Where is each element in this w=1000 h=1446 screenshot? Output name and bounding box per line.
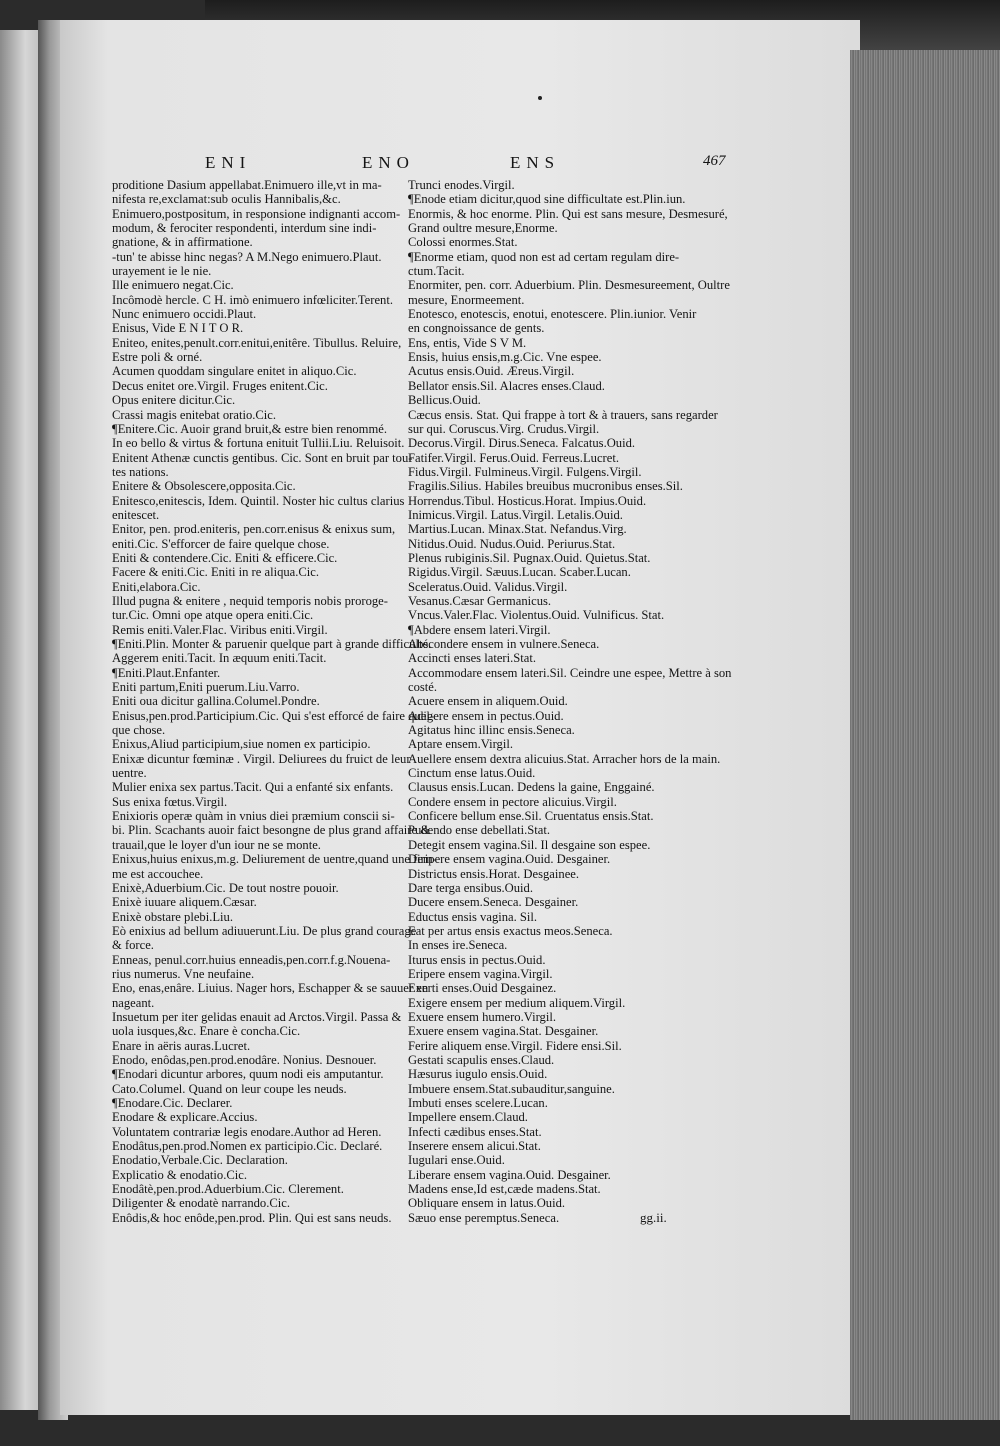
dictionary-line: Enitesco,enitescis, Idem. Quintil. Noster hic cultus clarius	[112, 493, 405, 508]
dictionary-line: trauail,que le loyer d'un iour ne se monte.	[112, 837, 321, 852]
dictionary-line: Enodo, enôdas,pen.prod.enodâre. Nonius. Desnouer.	[112, 1052, 377, 1067]
dictionary-line: Exerti enses.Ouid Desgainez.	[408, 981, 557, 996]
dictionary-line: Gestati scapulis enses.Claud.	[408, 1052, 555, 1067]
dictionary-line: Vncus.Valer.Flac. Violentus.Ouid. Vulnificus. Stat.	[408, 608, 665, 623]
right-column	[408, 178, 738, 1225]
dictionary-line: Ille enimuero negat.Cic.	[112, 278, 234, 293]
dictionary-line: Enotesco, enotescis, enotui, enotescere. Plin.iunior. Venir	[408, 307, 697, 322]
dictionary-line: Iugulari ense.Ouid.	[408, 1153, 505, 1168]
dictionary-line: Plenus rubiginis.Sil. Pugnax.Ouid. Quietus.Stat.	[408, 550, 651, 565]
dictionary-line: Diligenter & enodatè narrando.Cic.	[112, 1196, 290, 1211]
dictionary-line: Exigere ensem per medium aliquem.Virgil.	[408, 995, 626, 1010]
dictionary-line: Insuetum per iter gelidas enauit ad Arctos.Virgil. Passa &	[112, 1009, 402, 1024]
dictionary-line: Mulier enixa sex partus.Tacit. Qui a enfanté six enfants.	[112, 780, 394, 795]
dictionary-line: In eo bello & virtus & fortuna enituit Tullii.Liu. Reluisoit.	[112, 436, 405, 451]
dictionary-line: Adigere ensem in pectus.Ouid.	[408, 708, 564, 723]
dictionary-line: Enôdis,& hoc enôde,pen.prod. Plin. Qui est sans neuds.	[112, 1210, 392, 1225]
dictionary-line: Sceleratus.Ouid. Validus.Virgil.	[408, 579, 568, 594]
dictionary-line: eniti.Cic. S'efforcer de faire quelque chose.	[112, 536, 330, 551]
header-center-word: ENO	[362, 153, 415, 172]
dictionary-line: Nitidus.Ouid. Nudus.Ouid. Periurus.Stat.	[408, 536, 616, 551]
dictionary-line: Colossi enormes.Stat.	[408, 235, 518, 250]
dictionary-line: Acuere ensem in aliquem.Ouid.	[408, 694, 568, 709]
dictionary-line: Eniti oua dicitur gallina.Columel.Pondre.	[112, 694, 320, 709]
dictionary-line: Inserere ensem alicui.Stat.	[408, 1139, 541, 1154]
dictionary-line: me est accouchee.	[112, 866, 204, 881]
ink-speck	[538, 96, 542, 100]
dictionary-line: Enormiter, pen. corr. Aduerbium. Plin. Desmesureement, Oultre	[408, 278, 730, 293]
dictionary-line: Ens, entis, Vide S V M.	[408, 335, 527, 350]
dictionary-line: Enixè,Aduerbium.Cic. De tout nostre pouoir.	[112, 880, 339, 895]
dictionary-line: Inimicus.Virgil. Latus.Virgil. Letalis.Ouid.	[408, 507, 623, 522]
dictionary-line: Enixè obstare plebi.Liu.	[112, 909, 234, 924]
dictionary-line: Aptare ensem.Virgil.	[408, 737, 513, 752]
dictionary-line: Remis eniti.Valer.Flac. Viribus eniti.Virgil.	[112, 622, 328, 637]
dictionary-line: Enodatio,Verbale.Cic. Declaration.	[112, 1153, 288, 1168]
dictionary-line: Enixus,huius enixus,m.g. Deliurement de uentre,quand une fem-	[112, 852, 437, 867]
dictionary-line: nifesta re,exclamat:sub oculis Hannibalis,&c.	[112, 192, 341, 207]
dictionary-line: Imbuere ensem.Stat.subauditur,sanguine.	[408, 1081, 615, 1096]
dictionary-line: Obliquare ensem in latus.Ouid.	[408, 1196, 566, 1211]
dictionary-line: Enitor, pen. prod.eniteris, pen.corr.enisus & enixus sum,	[112, 522, 396, 537]
dictionary-line: Fatifer.Virgil. Ferus.Ouid. Ferreus.Lucret.	[408, 450, 619, 465]
dictionary-line: Bellator ensis.Sil. Alacres enses.Claud.	[408, 378, 605, 393]
dictionary-line: modum, & ferociter respondenti, interdum sine indi-	[112, 221, 377, 236]
dictionary-line: Impellere ensem.Claud.	[408, 1110, 528, 1125]
dictionary-line: Hæsurus iugulo ensis.Ouid.	[408, 1067, 548, 1082]
dictionary-line: Accommodare ensem lateri.Sil. Ceindre une espee, Mettre à son	[408, 665, 732, 680]
dictionary-line: Acutus ensis.Ouid. Æreus.Virgil.	[408, 364, 575, 379]
dictionary-line: Detegit ensem vagina.Sil. Il desgaine son espee.	[408, 837, 651, 852]
dictionary-line: Districtus ensis.Horat. Desgainee.	[408, 866, 580, 881]
dictionary-line: Cinctum ense latus.Ouid.	[408, 766, 536, 781]
dictionary-line: tur.Cic. Omni ope atque opera eniti.Cic.	[112, 608, 314, 623]
dictionary-line: Fragilis.Silius. Habiles breuibus mucronibus enses.Sil.	[408, 479, 683, 494]
dictionary-line: ¶Eniti.Plin. Monter & paruenir quelque part à grande difficulté.	[112, 637, 432, 651]
dictionary-line: Enormis, & hoc enorme. Plin. Qui est sans mesure, Desmesuré,	[408, 206, 728, 221]
dictionary-line: en congnoissance de gents.	[408, 321, 545, 336]
dictionary-line: Enodâtus,pen.prod.Nomen ex participio.Cic. Declaré.	[112, 1139, 383, 1154]
dictionary-line: Enitere & Obsolescere,opposita.Cic.	[112, 479, 296, 494]
dictionary-line: Exuere ensem vagina.Stat. Desgainer.	[408, 1024, 599, 1039]
dictionary-line: Eat per artus ensis exactus meos.Seneca.	[408, 923, 613, 938]
dictionary-line: Ducere ensem.Seneca. Desgainer.	[408, 895, 579, 910]
dictionary-line: Ensis, huius ensis,m.g.Cic. Vne espee.	[408, 350, 602, 365]
dictionary-line: uentre.	[112, 766, 147, 781]
dictionary-line: Eductus ensis vagina. Sil.	[408, 909, 538, 924]
dictionary-line: Bellicus.Ouid.	[408, 393, 481, 408]
dictionary-line: Trunci enodes.Virgil.	[408, 178, 515, 192]
dictionary-line: urayement ie le nie.	[112, 264, 212, 279]
dictionary-line: Conficere bellum ense.Sil. Cruentatus ensis.Stat.	[408, 809, 654, 824]
dictionary-line: Decus enitet ore.Virgil. Fruges enitent.Cic.	[112, 378, 328, 393]
dictionary-line: Auellere ensem dextra alicuius.Stat. Arracher hors de la main.	[408, 751, 721, 766]
dictionary-line: Diripere ensem vagina.Ouid. Desgainer.	[408, 852, 611, 867]
dictionary-line: Enixè iuuare aliquem.Cæsar.	[112, 895, 257, 910]
dictionary-line: Cæcus ensis. Stat. Qui frappe à tort & à trauers, sans regarder	[408, 407, 718, 422]
page-number: 467	[703, 153, 726, 169]
dictionary-line: ¶Enodare.Cic. Declarer.	[112, 1096, 233, 1110]
dictionary-line: Eripere ensem vagina.Virgil.	[408, 966, 553, 981]
dictionary-line: Cato.Columel. Quand on leur coupe les neuds.	[112, 1081, 347, 1096]
dictionary-line: Condere ensem in pectore alicuius.Virgil.	[408, 794, 617, 809]
header-left-word: ENI	[205, 153, 252, 172]
dictionary-line: gnatione, & in affirmatione.	[112, 235, 253, 250]
dictionary-line: Enitent Athenæ cunctis gentibus. Cic. Sont en bruit par tou-	[112, 450, 413, 465]
dictionary-line: Agitatus hinc illinc ensis.Seneca.	[408, 723, 575, 738]
dictionary-line: Fidus.Virgil. Fulmineus.Virgil. Fulgens.Virgil.	[408, 464, 642, 479]
dictionary-line: costé.	[408, 680, 438, 695]
dictionary-line: ¶Enitere.Cic. Auoir grand bruit,& estre bien renommé.	[112, 421, 387, 436]
dictionary-line: Opus enitere dicitur.Cic.	[112, 393, 236, 408]
dictionary-line: & force.	[112, 938, 154, 953]
dictionary-line: Incômodè hercle. C H. imò enimuero infœliciter.Terent.	[112, 292, 393, 307]
dictionary-line: Eno, enas,enâre. Liuius. Nager hors, Eschapper & se sauuer en	[112, 981, 429, 996]
dictionary-line: tes nations.	[112, 464, 169, 479]
dictionary-line: Aggerem eniti.Tacit. In æquum eniti.Tacit.	[112, 651, 327, 666]
dictionary-line: Enixus,Aliud participium,siue nomen ex participio.	[112, 737, 371, 752]
dictionary-line: Horrendus.Tibul. Hosticus.Horat. Impius.Ouid.	[408, 493, 647, 508]
dictionary-line: Eniti,elabora.Cic.	[112, 579, 201, 594]
dictionary-line: Enodare & explicare.Accius.	[112, 1110, 258, 1125]
dictionary-line: uola iusques,&c. Enare è concha.Cic.	[112, 1024, 301, 1039]
dictionary-line: Enixæ dicuntur fœminæ . Virgil. Deliurees du fruict de leur	[112, 751, 411, 766]
dictionary-line: Enixioris operæ quàm in vnius diei præmium conscii si-	[112, 809, 395, 824]
dictionary-line: ¶Abdere ensem lateri.Virgil.	[408, 622, 551, 637]
dictionary-line: sur qui. Coruscus.Virg. Crudus.Virgil.	[408, 421, 600, 436]
dictionary-line: Sus enixa fœtus.Virgil.	[112, 794, 228, 809]
dictionary-line: Infecti cædibus enses.Stat.	[408, 1124, 542, 1139]
facing-page-edge	[0, 30, 42, 1410]
dictionary-line: ¶Enorme etiam, quod non est ad certam regulam dire-	[408, 249, 680, 264]
dictionary-line: -tun' te abisse hinc negas? A M.Nego enimuero.Plaut.	[112, 249, 382, 264]
dictionary-line: Imbuti enses scelere.Lucan.	[408, 1096, 548, 1110]
dictionary-line: Crassi magis enitebat oratio.Cic.	[112, 407, 277, 422]
dictionary-line: Clausus ensis.Lucan. Dedens la gaine, Enggainé.	[408, 780, 655, 795]
signature-mark: gg.ii.	[640, 1210, 667, 1225]
dictionary-line: bi. Plin. Scachants auoir faict besongne de plus grand affaire &	[112, 823, 431, 838]
dictionary-line: Enodâtè,pen.prod.Aduerbium.Cic. Clerement.	[112, 1182, 344, 1197]
dictionary-line: que chose.	[112, 723, 166, 738]
dictionary-line: Martius.Lucan. Minax.Stat. Nefandus.Virg.	[408, 522, 627, 537]
dictionary-line: Enare in aëris auras.Lucret.	[112, 1038, 251, 1053]
dictionary-line: Acumen quoddam singulare enitet in aliquo.Cic.	[112, 364, 357, 379]
dictionary-line: Enimuero,postpositum, in responsione indignanti accom-	[112, 206, 401, 221]
dictionary-line: rius numerus. Vne neufaine.	[112, 966, 255, 981]
dictionary-line: Eniteo, enites,penult.corr.enitui,enitêre. Tibullus. Reluire,	[112, 335, 402, 350]
dictionary-line: proditione Dasium appellabat.Enimuero ille,vt in ma-	[112, 178, 382, 192]
dictionary-line: ¶Enodari dicuntur arbores, quum nodi eis amputantur.	[112, 1067, 384, 1082]
dictionary-line: Enneas, penul.corr.huius enneadis,pen.corr.f.g.Nouena-	[112, 952, 391, 967]
dictionary-line: Accincti enses lateri.Stat.	[408, 651, 536, 666]
dictionary-line: Facere & eniti.Cic. Eniti in re aliqua.Cic.	[112, 565, 320, 580]
dictionary-line: Voluntatem contrariæ legis enodare.Author ad Heren.	[112, 1124, 382, 1139]
dictionary-line: Estre poli & orné.	[112, 350, 203, 365]
dictionary-line: Pudendo ense debellati.Stat.	[408, 823, 550, 838]
dictionary-line: Enisus, Vide E N I T O R.	[112, 321, 244, 336]
dictionary-line: Abscondere ensem in vulnere.Seneca.	[408, 637, 600, 651]
dictionary-line: Rigidus.Virgil. Sæuus.Lucan. Scaber.Lucan.	[408, 565, 631, 580]
dictionary-line: Exuere ensem humero.Virgil.	[408, 1009, 556, 1024]
dictionary-line: Eò enixius ad bellum adiuuerunt.Liu. De plus grand courage	[112, 923, 417, 938]
dictionary-line: Sæuo ense peremptus.Seneca.	[408, 1210, 560, 1225]
dictionary-line: Explicatio & enodatio.Cic.	[112, 1167, 248, 1182]
dictionary-line: Liberare ensem vagina.Ouid. Desgainer.	[408, 1167, 611, 1182]
dictionary-line: nageant.	[112, 995, 155, 1010]
dictionary-line: Eniti partum,Eniti puerum.Liu.Varro.	[112, 680, 300, 695]
dictionary-line: mesure, Enormeement.	[408, 292, 525, 307]
book-fore-edge	[850, 50, 1000, 1420]
dictionary-line: ctum.Tacit.	[408, 264, 465, 279]
dictionary-line: Eniti & contendere.Cic. Eniti & efficere.Cic.	[112, 550, 338, 565]
dictionary-line: Ferire aliquem ense.Virgil. Fidere ensi.Sil.	[408, 1038, 622, 1053]
running-header	[0, 153, 1000, 177]
dictionary-line: ¶Eniti.Plaut.Enfanter.	[112, 665, 221, 680]
dictionary-line: Illud pugna & enitere , nequid temporis nobis proroge-	[112, 593, 388, 608]
dictionary-line: Decorus.Virgil. Dirus.Seneca. Falcatus.Ouid.	[408, 436, 636, 451]
dictionary-line: ¶Enode etiam dicitur,quod sine difficultate est.Plin.iun.	[408, 192, 686, 207]
dictionary-line: Dare terga ensibus.Ouid.	[408, 880, 533, 895]
header-right-word: ENS	[510, 153, 561, 172]
dictionary-line: enitescet.	[112, 507, 160, 522]
dictionary-line: In enses ire.Seneca.	[408, 938, 508, 953]
dictionary-line: Vesanus.Cæsar Germanicus.	[408, 593, 552, 608]
dictionary-line: Nunc enimuero occidi.Plaut.	[112, 307, 257, 322]
dictionary-line: Grand oultre mesure,Enorme.	[408, 221, 558, 236]
dictionary-line: Enisus,pen.prod.Participium.Cic. Qui s'est efforcé de faire quel-	[112, 708, 435, 723]
dictionary-line: Iturus ensis in pectus.Ouid.	[408, 952, 546, 967]
dictionary-line: Madens ense,Id est,cæde madens.Stat.	[408, 1182, 601, 1197]
